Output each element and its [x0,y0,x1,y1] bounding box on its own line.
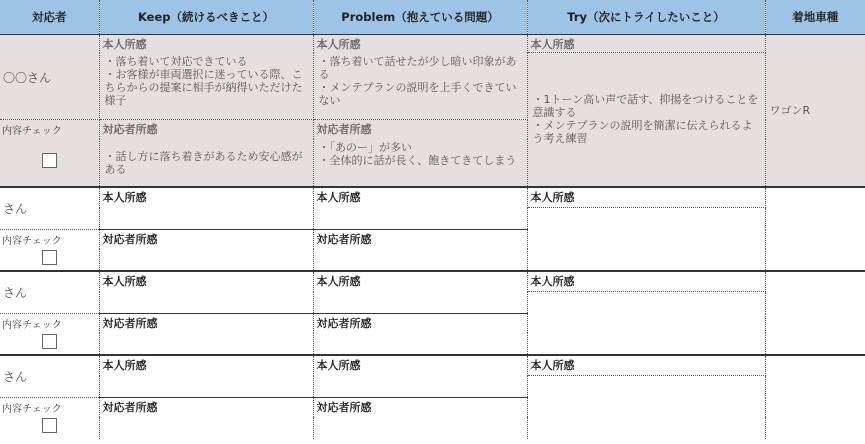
problem-responder-label: 対応者所感 [313,314,527,333]
car-type-cell[interactable] [765,355,865,439]
try-text[interactable] [527,292,765,355]
problem-responder-text[interactable] [313,249,527,271]
keep-responder-label: 対応者所感 [99,314,313,333]
header-try: Try（次にトライしたいこと） [527,0,765,35]
content-check-cell [0,249,99,271]
car-type-cell[interactable] [765,187,865,271]
keep-responder-text[interactable] [99,249,313,271]
content-check-label: 内容チェック [0,398,99,417]
problem-responder-text[interactable] [313,417,527,439]
problem-self-text[interactable] [313,292,527,314]
problem-responder-text[interactable] [313,333,527,355]
keep-responder-text[interactable] [99,333,313,355]
content-check-cell [0,333,99,355]
header-person: 対応者 [0,0,99,35]
problem-responder-label: 対応者所感 [313,120,527,139]
keep-responder-label: 対応者所感 [99,120,313,139]
header-keep: Keep（続けるべきこと） [99,0,313,35]
problem-self-text[interactable]: ・落ち着いて話せたが少し暗い印象がある ・メンテプランの説明を上手くできていない [313,53,527,120]
header-problem: Problem（抱えている問題） [313,0,527,35]
content-check-checkbox[interactable] [42,250,57,265]
try-text[interactable]: ・1トーン高い声で話す、抑揚をつけることを意識する ・メンテプランの説明を簡潔に伝えられるよう考え練習 [527,53,765,187]
keep-self-text[interactable] [99,376,313,398]
try-text[interactable] [527,376,765,439]
content-check-label: 内容チェック [0,230,99,249]
problem-self-label: 本人所感 [313,35,527,53]
content-check-cell [0,139,99,187]
problem-self-label: 本人所感 [313,187,527,208]
problem-self-text[interactable] [313,376,527,398]
keep-self-text[interactable] [99,208,313,230]
content-check-cell [0,417,99,439]
content-check-label: 内容チェック [0,120,99,139]
keep-self-label: 本人所感 [99,271,313,292]
keep-responder-text[interactable] [99,417,313,439]
car-type-cell[interactable] [765,271,865,355]
header-car: 着地車種 [765,0,865,35]
problem-responder-text[interactable]: ・「あのー」が多い ・全体的に話が長く、飽きてきてしまう [313,139,527,187]
header-row [0,0,865,35]
keep-self-label: 本人所感 [99,187,313,208]
problem-responder-label: 対応者所感 [313,398,527,417]
try-self-label: 本人所感 [527,187,765,208]
keep-responder-text[interactable]: ・話し方に落ち着きがあるため安心感がある [99,139,313,187]
problem-self-label: 本人所感 [313,271,527,292]
person-name-cell[interactable]: 〇〇さん [0,35,99,120]
content-check-checkbox[interactable] [42,153,57,168]
car-type-cell[interactable]: ワゴンR [765,35,865,187]
content-check-checkbox[interactable] [42,418,57,433]
content-check-checkbox[interactable] [42,334,57,349]
problem-self-text[interactable] [313,208,527,230]
person-name-cell[interactable]: さん [0,187,99,230]
problem-responder-label: 対応者所感 [313,230,527,249]
keep-self-text[interactable]: ・落ち着いて対応できている ・お客様が車両選択に迷っている際、こちらからの提案に相手が納得いただけた様子 [99,53,313,120]
person-name-cell[interactable]: さん [0,355,99,398]
keep-self-label: 本人所感 [99,355,313,376]
try-self-label: 本人所感 [527,355,765,376]
person-name-cell[interactable]: さん [0,271,99,314]
try-self-label: 本人所感 [527,271,765,292]
keep-self-label: 本人所感 [99,35,313,53]
keep-responder-label: 対応者所感 [99,398,313,417]
keep-self-text[interactable] [99,292,313,314]
try-self-label: 本人所感 [527,35,765,53]
try-text[interactable] [527,208,765,271]
keep-responder-label: 対応者所感 [99,230,313,249]
problem-self-label: 本人所感 [313,355,527,376]
content-check-label: 内容チェック [0,314,99,333]
